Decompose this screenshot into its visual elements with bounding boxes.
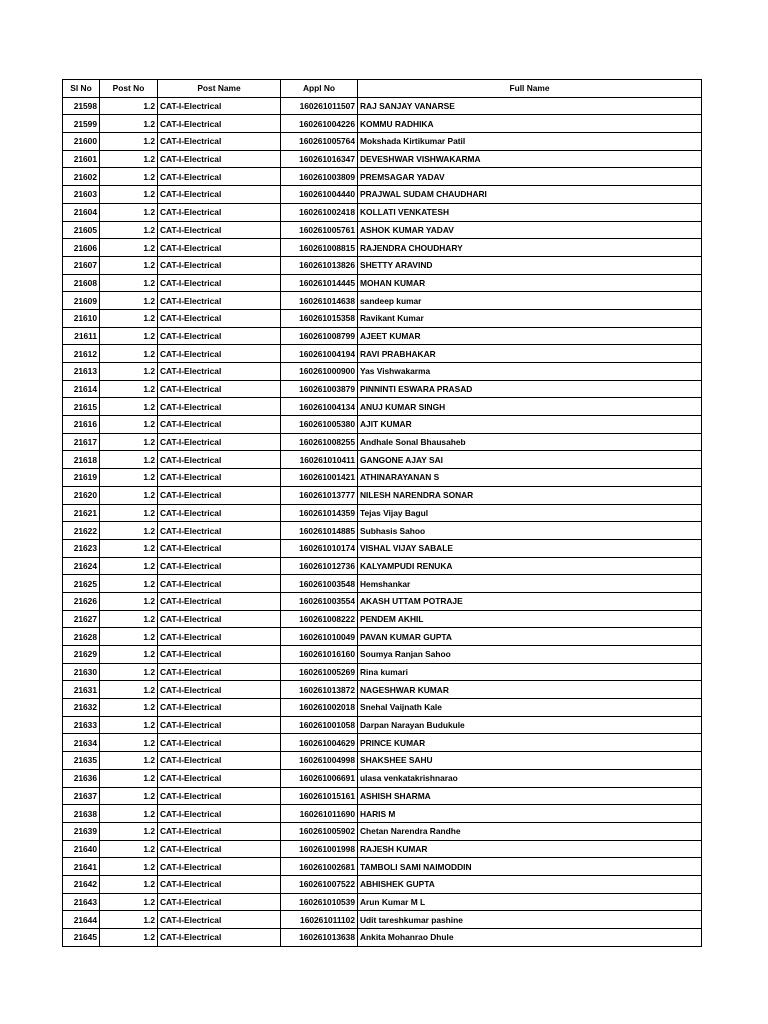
cell-full-name: DEVESHWAR VISHWAKARMA bbox=[358, 150, 702, 168]
cell-appl-no: 160261002681 bbox=[281, 858, 358, 876]
table-row bbox=[63, 557, 702, 575]
cell-sl-no: 21628 bbox=[63, 628, 100, 646]
cell-full-name: PINNINTI ESWARA PRASAD bbox=[358, 380, 702, 398]
cell-appl-no: 160261013872 bbox=[281, 681, 358, 699]
cell-appl-no: 160261014359 bbox=[281, 504, 358, 522]
table-row bbox=[63, 115, 702, 133]
cell-sl-no: 21629 bbox=[63, 646, 100, 664]
cell-post-name: CAT-I-Electrical bbox=[158, 256, 281, 274]
cell-appl-no: 160261001421 bbox=[281, 469, 358, 487]
cell-sl-no: 21613 bbox=[63, 363, 100, 381]
cell-sl-no: 21601 bbox=[63, 150, 100, 168]
table-row bbox=[63, 133, 702, 151]
cell-post-no: 1.2 bbox=[100, 557, 158, 575]
cell-sl-no: 21600 bbox=[63, 133, 100, 151]
table-row bbox=[63, 221, 702, 239]
cell-appl-no: 160261007522 bbox=[281, 875, 358, 893]
cell-full-name: Yas Vishwakarma bbox=[358, 363, 702, 381]
cell-full-name: Tejas Vijay Bagul bbox=[358, 504, 702, 522]
cell-full-name: Chetan Narendra Randhe bbox=[358, 822, 702, 840]
cell-appl-no: 160261001058 bbox=[281, 716, 358, 734]
cell-sl-no: 21598 bbox=[63, 97, 100, 115]
cell-appl-no: 160261008799 bbox=[281, 327, 358, 345]
cell-sl-no: 21615 bbox=[63, 398, 100, 416]
cell-post-name: CAT-I-Electrical bbox=[158, 292, 281, 310]
cell-appl-no: 160261015161 bbox=[281, 787, 358, 805]
cell-full-name: Darpan Narayan Budukule bbox=[358, 716, 702, 734]
table-row bbox=[63, 875, 702, 893]
cell-full-name: SHETTY ARAVIND bbox=[358, 256, 702, 274]
table-row bbox=[63, 822, 702, 840]
cell-post-name: CAT-I-Electrical bbox=[158, 929, 281, 947]
cell-post-name: CAT-I-Electrical bbox=[158, 575, 281, 593]
table-row bbox=[63, 186, 702, 204]
cell-sl-no: 21635 bbox=[63, 752, 100, 770]
cell-sl-no: 21608 bbox=[63, 274, 100, 292]
cell-post-name: CAT-I-Electrical bbox=[158, 398, 281, 416]
cell-full-name: Subhasis Sahoo bbox=[358, 522, 702, 540]
cell-sl-no: 21617 bbox=[63, 433, 100, 451]
cell-full-name: AJEET KUMAR bbox=[358, 327, 702, 345]
cell-post-name: CAT-I-Electrical bbox=[158, 115, 281, 133]
cell-full-name: Ravikant Kumar bbox=[358, 309, 702, 327]
cell-post-name: CAT-I-Electrical bbox=[158, 875, 281, 893]
table-row bbox=[63, 805, 702, 823]
cell-post-name: CAT-I-Electrical bbox=[158, 203, 281, 221]
cell-post-no: 1.2 bbox=[100, 133, 158, 151]
cell-post-no: 1.2 bbox=[100, 522, 158, 540]
cell-post-name: CAT-I-Electrical bbox=[158, 486, 281, 504]
cell-sl-no: 21638 bbox=[63, 805, 100, 823]
cell-sl-no: 21606 bbox=[63, 239, 100, 257]
header-full-name: Full Name bbox=[358, 80, 702, 98]
cell-post-name: CAT-I-Electrical bbox=[158, 522, 281, 540]
cell-sl-no: 21614 bbox=[63, 380, 100, 398]
cell-full-name: PENDEM AKHIL bbox=[358, 610, 702, 628]
cell-post-no: 1.2 bbox=[100, 115, 158, 133]
table-row bbox=[63, 486, 702, 504]
candidate-table bbox=[62, 79, 702, 947]
cell-appl-no: 160261005902 bbox=[281, 822, 358, 840]
table-row bbox=[63, 416, 702, 434]
cell-post-no: 1.2 bbox=[100, 663, 158, 681]
cell-post-no: 1.2 bbox=[100, 345, 158, 363]
cell-sl-no: 21636 bbox=[63, 769, 100, 787]
cell-full-name: PRAJWAL SUDAM CHAUDHARI bbox=[358, 186, 702, 204]
table-row bbox=[63, 646, 702, 664]
cell-post-name: CAT-I-Electrical bbox=[158, 734, 281, 752]
cell-appl-no: 160261010539 bbox=[281, 893, 358, 911]
cell-full-name: NAGESHWAR KUMAR bbox=[358, 681, 702, 699]
cell-appl-no: 160261011102 bbox=[281, 911, 358, 929]
cell-post-name: CAT-I-Electrical bbox=[158, 716, 281, 734]
cell-sl-no: 21630 bbox=[63, 663, 100, 681]
cell-post-no: 1.2 bbox=[100, 646, 158, 664]
cell-full-name: ASHISH SHARMA bbox=[358, 787, 702, 805]
cell-appl-no: 160261013826 bbox=[281, 256, 358, 274]
cell-appl-no: 160261005269 bbox=[281, 663, 358, 681]
cell-post-name: CAT-I-Electrical bbox=[158, 646, 281, 664]
cell-full-name: PAVAN KUMAR GUPTA bbox=[358, 628, 702, 646]
cell-sl-no: 21611 bbox=[63, 327, 100, 345]
cell-post-no: 1.2 bbox=[100, 805, 158, 823]
cell-sl-no: 21610 bbox=[63, 309, 100, 327]
cell-post-no: 1.2 bbox=[100, 451, 158, 469]
cell-sl-no: 21639 bbox=[63, 822, 100, 840]
cell-post-no: 1.2 bbox=[100, 858, 158, 876]
cell-appl-no: 160261005380 bbox=[281, 416, 358, 434]
cell-full-name: Arun Kumar M L bbox=[358, 893, 702, 911]
table-row bbox=[63, 858, 702, 876]
table-row bbox=[63, 734, 702, 752]
cell-post-no: 1.2 bbox=[100, 628, 158, 646]
cell-full-name: sandeep kumar bbox=[358, 292, 702, 310]
cell-appl-no: 160261006691 bbox=[281, 769, 358, 787]
table-row bbox=[63, 575, 702, 593]
cell-sl-no: 21624 bbox=[63, 557, 100, 575]
cell-sl-no: 21604 bbox=[63, 203, 100, 221]
cell-appl-no: 160261003879 bbox=[281, 380, 358, 398]
cell-full-name: RAJENDRA CHOUDHARY bbox=[358, 239, 702, 257]
cell-post-name: CAT-I-Electrical bbox=[158, 592, 281, 610]
table-row bbox=[63, 168, 702, 186]
cell-post-name: CAT-I-Electrical bbox=[158, 416, 281, 434]
cell-full-name: Mokshada Kirtikumar Patil bbox=[358, 133, 702, 151]
cell-post-name: CAT-I-Electrical bbox=[158, 469, 281, 487]
table-row bbox=[63, 699, 702, 717]
cell-post-no: 1.2 bbox=[100, 256, 158, 274]
cell-post-name: CAT-I-Electrical bbox=[158, 769, 281, 787]
cell-post-no: 1.2 bbox=[100, 309, 158, 327]
table-row bbox=[63, 380, 702, 398]
header-post-name: Post Name bbox=[158, 80, 281, 98]
cell-post-name: CAT-I-Electrical bbox=[158, 186, 281, 204]
cell-sl-no: 21605 bbox=[63, 221, 100, 239]
cell-post-name: CAT-I-Electrical bbox=[158, 363, 281, 381]
header-appl-no: Appl No bbox=[281, 80, 358, 98]
cell-post-no: 1.2 bbox=[100, 840, 158, 858]
cell-appl-no: 160261014445 bbox=[281, 274, 358, 292]
cell-appl-no: 160261005764 bbox=[281, 133, 358, 151]
cell-full-name: AKASH UTTAM POTRAJE bbox=[358, 592, 702, 610]
cell-sl-no: 21642 bbox=[63, 875, 100, 893]
table-row bbox=[63, 451, 702, 469]
cell-post-name: CAT-I-Electrical bbox=[158, 822, 281, 840]
cell-full-name: KOMMU RADHIKA bbox=[358, 115, 702, 133]
cell-appl-no: 160261010174 bbox=[281, 539, 358, 557]
cell-post-no: 1.2 bbox=[100, 221, 158, 239]
cell-sl-no: 21621 bbox=[63, 504, 100, 522]
cell-post-no: 1.2 bbox=[100, 911, 158, 929]
cell-full-name: Andhale Sonal Bhausaheb bbox=[358, 433, 702, 451]
cell-full-name: Snehal Vaijnath Kale bbox=[358, 699, 702, 717]
table-row bbox=[63, 274, 702, 292]
cell-appl-no: 160261012736 bbox=[281, 557, 358, 575]
cell-post-no: 1.2 bbox=[100, 398, 158, 416]
cell-appl-no: 160261004440 bbox=[281, 186, 358, 204]
cell-sl-no: 21631 bbox=[63, 681, 100, 699]
cell-post-no: 1.2 bbox=[100, 592, 158, 610]
cell-appl-no: 160261013777 bbox=[281, 486, 358, 504]
cell-post-name: CAT-I-Electrical bbox=[158, 610, 281, 628]
cell-appl-no: 160261011690 bbox=[281, 805, 358, 823]
cell-post-no: 1.2 bbox=[100, 539, 158, 557]
cell-appl-no: 160261013638 bbox=[281, 929, 358, 947]
cell-full-name: RAVI PRABHAKAR bbox=[358, 345, 702, 363]
cell-sl-no: 21618 bbox=[63, 451, 100, 469]
cell-post-no: 1.2 bbox=[100, 327, 158, 345]
table-row bbox=[63, 911, 702, 929]
cell-sl-no: 21622 bbox=[63, 522, 100, 540]
cell-full-name: Udit tareshkumar pashine bbox=[358, 911, 702, 929]
cell-full-name: TAMBOLI SAMI NAIMODDIN bbox=[358, 858, 702, 876]
table-row bbox=[63, 504, 702, 522]
table-row bbox=[63, 592, 702, 610]
cell-post-name: CAT-I-Electrical bbox=[158, 557, 281, 575]
cell-post-name: CAT-I-Electrical bbox=[158, 752, 281, 770]
cell-post-no: 1.2 bbox=[100, 716, 158, 734]
cell-post-no: 1.2 bbox=[100, 504, 158, 522]
cell-full-name: ATHINARAYANAN S bbox=[358, 469, 702, 487]
cell-post-no: 1.2 bbox=[100, 822, 158, 840]
cell-full-name: ulasa venkatakrishnarao bbox=[358, 769, 702, 787]
cell-post-name: CAT-I-Electrical bbox=[158, 433, 281, 451]
cell-sl-no: 21616 bbox=[63, 416, 100, 434]
cell-full-name: NILESH NARENDRA SONAR bbox=[358, 486, 702, 504]
cell-sl-no: 21633 bbox=[63, 716, 100, 734]
cell-appl-no: 160261002418 bbox=[281, 203, 358, 221]
cell-sl-no: 21644 bbox=[63, 911, 100, 929]
cell-full-name: AJIT KUMAR bbox=[358, 416, 702, 434]
table-row bbox=[63, 363, 702, 381]
cell-sl-no: 21634 bbox=[63, 734, 100, 752]
cell-full-name: PRINCE KUMAR bbox=[358, 734, 702, 752]
cell-post-name: CAT-I-Electrical bbox=[158, 168, 281, 186]
cell-full-name: SHAKSHEE SAHU bbox=[358, 752, 702, 770]
cell-post-no: 1.2 bbox=[100, 292, 158, 310]
cell-post-no: 1.2 bbox=[100, 380, 158, 398]
cell-post-no: 1.2 bbox=[100, 893, 158, 911]
cell-sl-no: 21627 bbox=[63, 610, 100, 628]
cell-appl-no: 160261010411 bbox=[281, 451, 358, 469]
table-row bbox=[63, 539, 702, 557]
cell-full-name: KALYAMPUDI RENUKA bbox=[358, 557, 702, 575]
cell-post-no: 1.2 bbox=[100, 274, 158, 292]
cell-post-name: CAT-I-Electrical bbox=[158, 97, 281, 115]
cell-post-name: CAT-I-Electrical bbox=[158, 221, 281, 239]
table-row bbox=[63, 893, 702, 911]
cell-appl-no: 160261008815 bbox=[281, 239, 358, 257]
cell-full-name: ASHOK KUMAR YADAV bbox=[358, 221, 702, 239]
table-row bbox=[63, 469, 702, 487]
cell-appl-no: 160261004134 bbox=[281, 398, 358, 416]
cell-post-no: 1.2 bbox=[100, 416, 158, 434]
table-row bbox=[63, 256, 702, 274]
cell-post-no: 1.2 bbox=[100, 734, 158, 752]
cell-post-name: CAT-I-Electrical bbox=[158, 840, 281, 858]
cell-post-name: CAT-I-Electrical bbox=[158, 911, 281, 929]
cell-post-no: 1.2 bbox=[100, 929, 158, 947]
cell-appl-no: 160261010049 bbox=[281, 628, 358, 646]
cell-post-no: 1.2 bbox=[100, 610, 158, 628]
cell-appl-no: 160261004629 bbox=[281, 734, 358, 752]
table-row bbox=[63, 345, 702, 363]
cell-post-no: 1.2 bbox=[100, 681, 158, 699]
cell-appl-no: 160261004194 bbox=[281, 345, 358, 363]
cell-sl-no: 21619 bbox=[63, 469, 100, 487]
header-sl-no: Sl No bbox=[63, 80, 100, 98]
table-row bbox=[63, 292, 702, 310]
header-post-no: Post No bbox=[100, 80, 158, 98]
cell-full-name: MOHAN KUMAR bbox=[358, 274, 702, 292]
cell-appl-no: 160261000900 bbox=[281, 363, 358, 381]
cell-appl-no: 160261001998 bbox=[281, 840, 358, 858]
table-row bbox=[63, 433, 702, 451]
cell-sl-no: 21602 bbox=[63, 168, 100, 186]
cell-appl-no: 160261015358 bbox=[281, 309, 358, 327]
cell-appl-no: 160261002018 bbox=[281, 699, 358, 717]
cell-appl-no: 160261011507 bbox=[281, 97, 358, 115]
cell-full-name: Rina kumari bbox=[358, 663, 702, 681]
cell-post-no: 1.2 bbox=[100, 469, 158, 487]
cell-post-name: CAT-I-Electrical bbox=[158, 539, 281, 557]
cell-full-name: KOLLATI VENKATESH bbox=[358, 203, 702, 221]
cell-post-name: CAT-I-Electrical bbox=[158, 663, 281, 681]
table-row bbox=[63, 150, 702, 168]
cell-full-name: RAJESH KUMAR bbox=[358, 840, 702, 858]
table-body bbox=[63, 97, 702, 946]
cell-sl-no: 21609 bbox=[63, 292, 100, 310]
cell-post-no: 1.2 bbox=[100, 203, 158, 221]
cell-post-name: CAT-I-Electrical bbox=[158, 274, 281, 292]
cell-post-name: CAT-I-Electrical bbox=[158, 699, 281, 717]
cell-full-name: Hemshankar bbox=[358, 575, 702, 593]
cell-sl-no: 21626 bbox=[63, 592, 100, 610]
cell-full-name: Soumya Ranjan Sahoo bbox=[358, 646, 702, 664]
cell-post-name: CAT-I-Electrical bbox=[158, 628, 281, 646]
cell-full-name: RAJ SANJAY VANARSE bbox=[358, 97, 702, 115]
table-row bbox=[63, 628, 702, 646]
cell-post-name: CAT-I-Electrical bbox=[158, 893, 281, 911]
cell-post-name: CAT-I-Electrical bbox=[158, 327, 281, 345]
table-row bbox=[63, 398, 702, 416]
cell-sl-no: 21599 bbox=[63, 115, 100, 133]
cell-full-name: Ankita Mohanrao Dhule bbox=[358, 929, 702, 947]
cell-appl-no: 160261016160 bbox=[281, 646, 358, 664]
cell-post-no: 1.2 bbox=[100, 752, 158, 770]
cell-post-name: CAT-I-Electrical bbox=[158, 309, 281, 327]
cell-appl-no: 160261003809 bbox=[281, 168, 358, 186]
cell-sl-no: 21623 bbox=[63, 539, 100, 557]
cell-post-name: CAT-I-Electrical bbox=[158, 805, 281, 823]
cell-full-name: VISHAL VIJAY SABALE bbox=[358, 539, 702, 557]
cell-sl-no: 21645 bbox=[63, 929, 100, 947]
cell-post-name: CAT-I-Electrical bbox=[158, 787, 281, 805]
cell-sl-no: 21632 bbox=[63, 699, 100, 717]
cell-appl-no: 160261005761 bbox=[281, 221, 358, 239]
table-row bbox=[63, 716, 702, 734]
cell-post-no: 1.2 bbox=[100, 433, 158, 451]
table-row bbox=[63, 752, 702, 770]
cell-sl-no: 21643 bbox=[63, 893, 100, 911]
table-row bbox=[63, 309, 702, 327]
cell-full-name: GANGONE AJAY SAI bbox=[358, 451, 702, 469]
cell-post-no: 1.2 bbox=[100, 150, 158, 168]
table-row bbox=[63, 97, 702, 115]
table-row bbox=[63, 929, 702, 947]
cell-appl-no: 160261014885 bbox=[281, 522, 358, 540]
cell-post-no: 1.2 bbox=[100, 363, 158, 381]
cell-sl-no: 21620 bbox=[63, 486, 100, 504]
table-row bbox=[63, 203, 702, 221]
table-row bbox=[63, 610, 702, 628]
cell-appl-no: 160261003548 bbox=[281, 575, 358, 593]
table-row bbox=[63, 769, 702, 787]
cell-post-name: CAT-I-Electrical bbox=[158, 504, 281, 522]
cell-appl-no: 160261003554 bbox=[281, 592, 358, 610]
cell-post-name: CAT-I-Electrical bbox=[158, 133, 281, 151]
cell-post-name: CAT-I-Electrical bbox=[158, 239, 281, 257]
table-header bbox=[63, 80, 702, 98]
cell-full-name: HARIS M bbox=[358, 805, 702, 823]
cell-appl-no: 160261004998 bbox=[281, 752, 358, 770]
cell-post-no: 1.2 bbox=[100, 239, 158, 257]
cell-sl-no: 21603 bbox=[63, 186, 100, 204]
cell-post-name: CAT-I-Electrical bbox=[158, 858, 281, 876]
table-row bbox=[63, 681, 702, 699]
table-row bbox=[63, 840, 702, 858]
cell-sl-no: 21641 bbox=[63, 858, 100, 876]
cell-post-no: 1.2 bbox=[100, 168, 158, 186]
cell-post-no: 1.2 bbox=[100, 486, 158, 504]
cell-appl-no: 160261016347 bbox=[281, 150, 358, 168]
cell-sl-no: 21637 bbox=[63, 787, 100, 805]
cell-post-no: 1.2 bbox=[100, 787, 158, 805]
cell-post-no: 1.2 bbox=[100, 769, 158, 787]
cell-post-name: CAT-I-Electrical bbox=[158, 345, 281, 363]
cell-post-no: 1.2 bbox=[100, 97, 158, 115]
cell-sl-no: 21640 bbox=[63, 840, 100, 858]
cell-full-name: PREMSAGAR YADAV bbox=[358, 168, 702, 186]
table-row bbox=[63, 239, 702, 257]
table-row bbox=[63, 327, 702, 345]
table-row bbox=[63, 787, 702, 805]
header-row bbox=[63, 80, 702, 98]
cell-post-no: 1.2 bbox=[100, 186, 158, 204]
cell-post-no: 1.2 bbox=[100, 699, 158, 717]
cell-post-no: 1.2 bbox=[100, 575, 158, 593]
cell-sl-no: 21607 bbox=[63, 256, 100, 274]
cell-sl-no: 21612 bbox=[63, 345, 100, 363]
cell-appl-no: 160261014638 bbox=[281, 292, 358, 310]
cell-full-name: ABHISHEK GUPTA bbox=[358, 875, 702, 893]
cell-post-name: CAT-I-Electrical bbox=[158, 380, 281, 398]
cell-sl-no: 21625 bbox=[63, 575, 100, 593]
table-row bbox=[63, 663, 702, 681]
cell-appl-no: 160261008255 bbox=[281, 433, 358, 451]
cell-appl-no: 160261004226 bbox=[281, 115, 358, 133]
cell-post-name: CAT-I-Electrical bbox=[158, 681, 281, 699]
cell-post-no: 1.2 bbox=[100, 875, 158, 893]
cell-appl-no: 160261008222 bbox=[281, 610, 358, 628]
cell-post-name: CAT-I-Electrical bbox=[158, 451, 281, 469]
table-row bbox=[63, 522, 702, 540]
cell-full-name: ANUJ KUMAR SINGH bbox=[358, 398, 702, 416]
cell-post-name: CAT-I-Electrical bbox=[158, 150, 281, 168]
